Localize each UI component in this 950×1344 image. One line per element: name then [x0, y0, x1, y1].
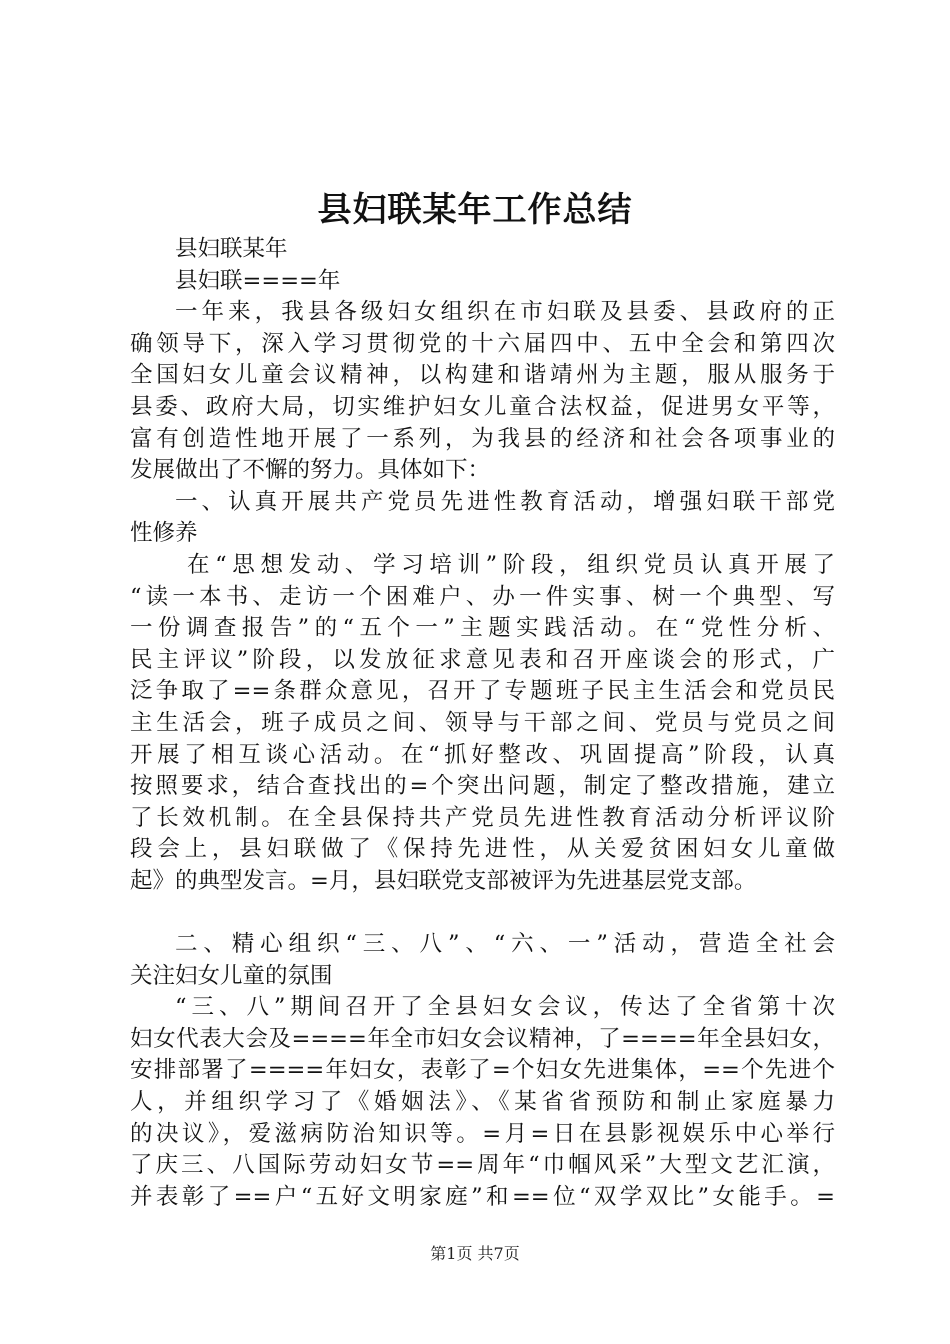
paragraph-line: 妇女代表大会及====年全市妇女会议精神，了====年全县妇女， — [130, 1025, 835, 1052]
paragraph-line: 富有创造性地开展了一系列，为我县的经济和社会各项事业的 — [130, 425, 835, 452]
paragraph-line: 在“思想发动、学习培训”阶段，组织党员认真开展了 — [187, 551, 835, 578]
paragraph-line: 安排部署了====年妇女，表彰了=个妇女先进集体，==个先进个 — [130, 1057, 835, 1084]
paragraph-line: 县委、政府大局，切实维护妇女儿童合法权益，促进男女平等， — [130, 393, 835, 420]
paragraph-spacer — [130, 897, 835, 929]
paragraph-line: 民主评议”阶段，以发放征求意见表和召开座谈会的形式，广 — [130, 646, 835, 673]
paragraph-line: 发展做出了不懈的努力。具体如下： — [130, 457, 491, 484]
subtitle-line: 县妇联====年 — [175, 267, 341, 294]
subtitle-line: 县妇联某年 — [175, 236, 288, 262]
paragraph-line: 确领导下，深入学习贯彻党的十六届四中、五中全会和第四次 — [130, 330, 835, 357]
section-heading-line: 一、认真开展共产党员先进性教育活动，增强妇联干部党 — [175, 488, 835, 515]
paragraph-line: 了长效机制。在全县保持共产党员先进性教育活动分析评议阶 — [130, 804, 835, 831]
page-number-footer: 第1页 共7页 — [430, 1244, 520, 1263]
document-title: 县妇联某年工作总结 — [317, 190, 633, 230]
paragraph-line: 主生活会，班子成员之间、领导与干部之间、党员与党员之间 — [130, 709, 835, 736]
paragraph-line: 段会上，县妇联做了《保持先进性，从关爱贫困妇女儿童做 — [130, 836, 835, 863]
section-heading-line: 性修养 — [130, 520, 198, 547]
paragraph-line: “三、八”期间召开了全县妇女会议，传达了全省第十次 — [175, 994, 835, 1021]
paragraph-line: “读一本书、走访一个困难户、办一件实事、树一个典型、写 — [130, 583, 835, 610]
paragraph-line: 开展了相互谈心活动。在“抓好整改、巩固提高”阶段，认真 — [130, 741, 835, 768]
paragraph-line: 并表彰了==户“五好文明家庭”和==位“双学双比”女能手。= — [130, 1183, 835, 1210]
paragraph-line: 人，并组织学习了《婚姻法》、《某省省预防和制止家庭暴力 — [130, 1089, 835, 1116]
paragraph-line: 一份调查报告”的“五个一”主题实践活动。在“党性分析、 — [130, 615, 835, 642]
section-heading-line: 关注妇女儿童的氛围 — [130, 962, 333, 989]
paragraph-line: 起》的典型发言。=月，县妇联党支部被评为先进基层党支部。 — [130, 867, 757, 894]
document-body — [130, 234, 835, 1213]
paragraph-line: 按照要求，结合查找出的=个突出问题，制定了整改措施，建立 — [130, 773, 835, 800]
paragraph-line: 了庆三、八国际劳动妇女节==周年“巾帼风采”大型文艺汇演， — [130, 1152, 835, 1179]
paragraph-line: 一年来，我县各级妇女组织在市妇联及县委、县政府的正 — [175, 299, 835, 326]
paragraph-line: 的决议》，爱滋病防治知识等。=月=日在县影视娱乐中心举行 — [130, 1120, 835, 1147]
paragraph-line: 泛争取了==条群众意见，召开了专题班子民主生活会和党员民 — [130, 678, 835, 705]
section-heading-line: 二、精心组织“三、八”、“六、一”活动，营造全社会 — [175, 931, 835, 958]
paragraph-line: 全国妇女儿童会议精神，以构建和谐靖州为主题，服从服务于 — [130, 362, 835, 389]
